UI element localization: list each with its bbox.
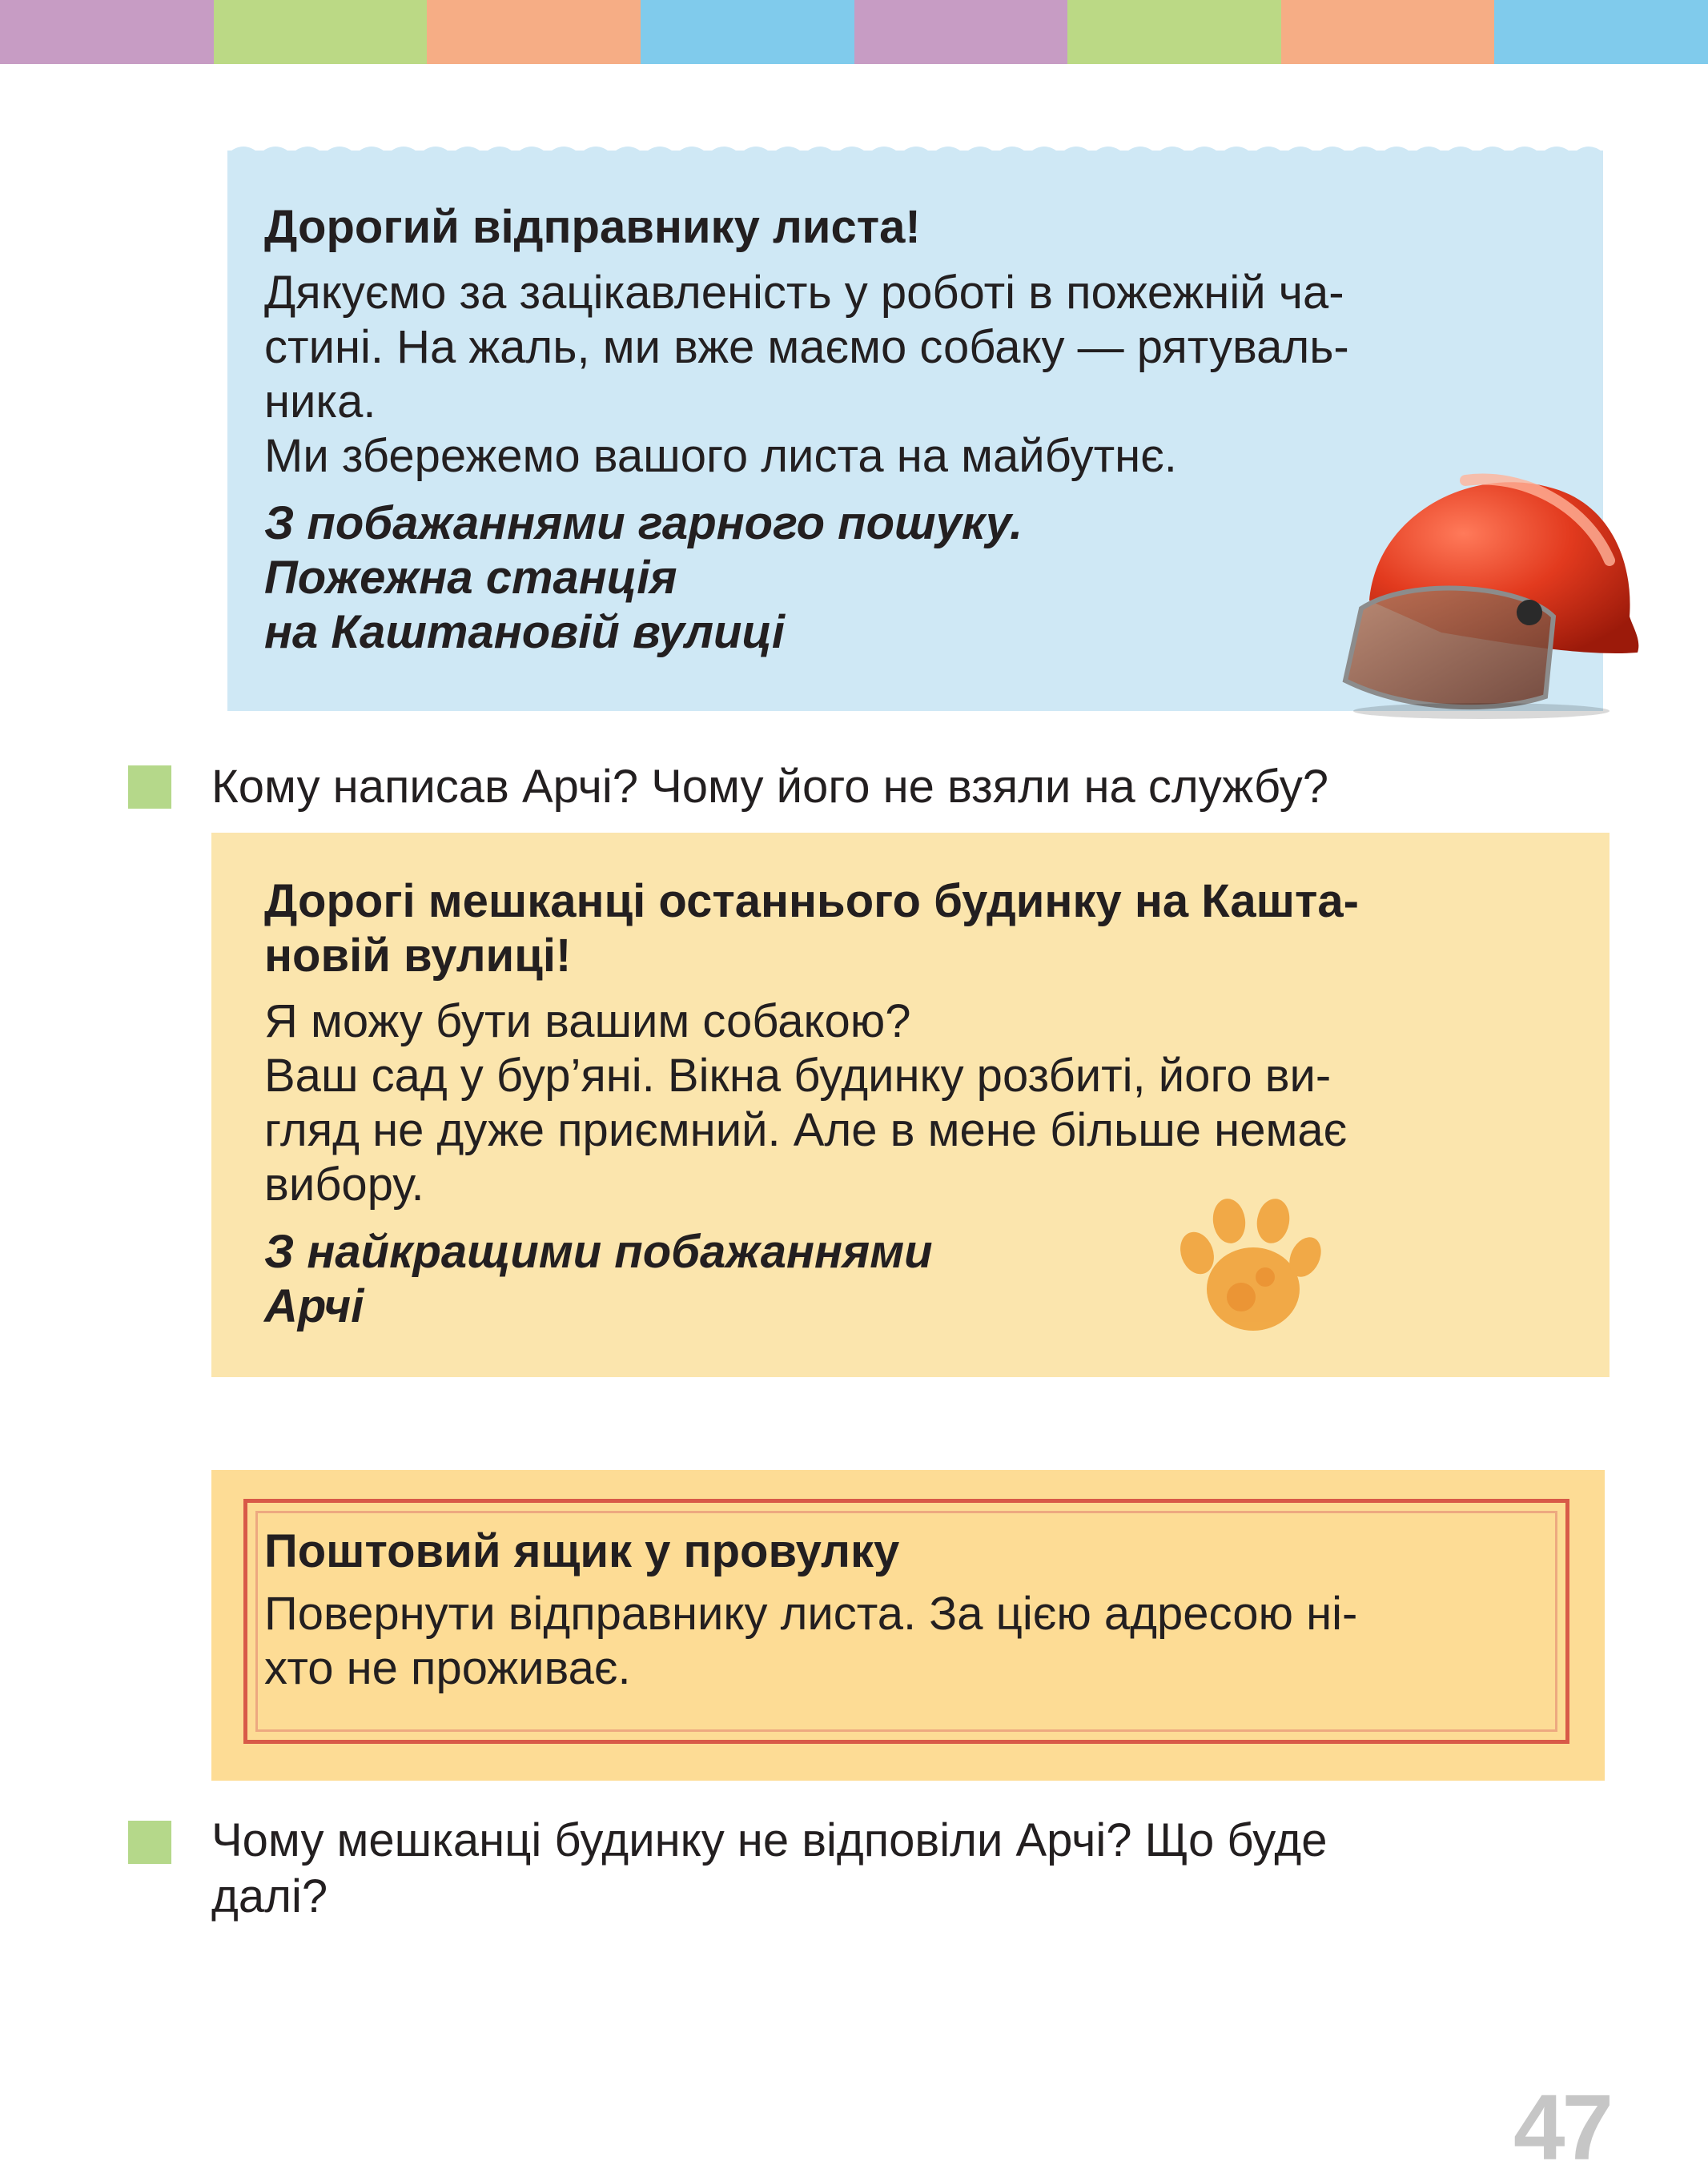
stripe-segment [0,0,214,64]
fire-letter-line: Ми збережемо вашого листа на майбутнє. [264,430,1177,482]
stripe-segment [214,0,428,64]
archie-letter-line: вибору. [264,1159,424,1211]
paw-print-icon [1153,1177,1329,1353]
fire-letter-line: Дякуємо за зацікавленість у роботі в пожежній ча- [264,267,1344,319]
fire-letter-text [264,200,1497,660]
question-2-line: Чому мешканці будинку не відповіли Арчі? Що буде [211,1814,1328,1866]
question-bullet [128,1821,171,1864]
fire-letter-signoff: на Каштановій вулиці [264,606,786,658]
question-2 [211,1813,1477,1925]
scalloped-edge [227,136,1603,168]
post-notice-text [264,1524,1497,1696]
top-color-stripe [0,0,1708,64]
firefighter-helmet-icon [1313,456,1650,721]
archie-letter-line: Ваш сад у бур’яні. Вікна будинку розбиті, його ви- [264,1050,1332,1102]
post-notice-heading: Поштовий ящик у провулку [264,1525,900,1577]
fire-letter-line: ника. [264,376,376,428]
question-1: Кому написав Арчі? Чому його не взяли на службу? [211,761,1329,813]
stripe-segment [1494,0,1708,64]
stripe-segment [1067,0,1281,64]
stripe-segment [854,0,1068,64]
question-2-line: далі? [211,1870,328,1922]
fire-letter-signoff: З побажаннями гарного пошуку. [264,497,1023,549]
archie-letter-greeting: новій вулиці! [264,930,572,982]
post-notice-line: хто не проживає. [264,1642,631,1694]
page-number: 47 [1513,2075,1611,2179]
archie-letter-signoff: Арчі [264,1280,364,1332]
question-bullet [128,765,171,809]
archie-letter-signoff: З найкращими побажаннями [264,1226,933,1278]
stripe-segment [1281,0,1495,64]
archie-letter-line: Я можу бути вашим собакою? [264,995,911,1047]
post-notice-line: Повернути відправнику листа. За цією адресою ні- [264,1588,1358,1640]
stripe-segment [427,0,641,64]
archie-letter-line: гляд не дуже приємний. Але в мене більше немає [264,1104,1348,1156]
fire-letter-greeting: Дорогий відправнику листа! [264,201,921,253]
stripe-segment [641,0,854,64]
fire-letter-signoff: Пожежна станція [264,552,677,604]
archie-letter-greeting: Дорогі мешканці останнього будинку на Кашта- [264,875,1359,927]
fire-letter-line: стині. На жаль, ми вже маємо собаку — рятуваль- [264,321,1349,373]
